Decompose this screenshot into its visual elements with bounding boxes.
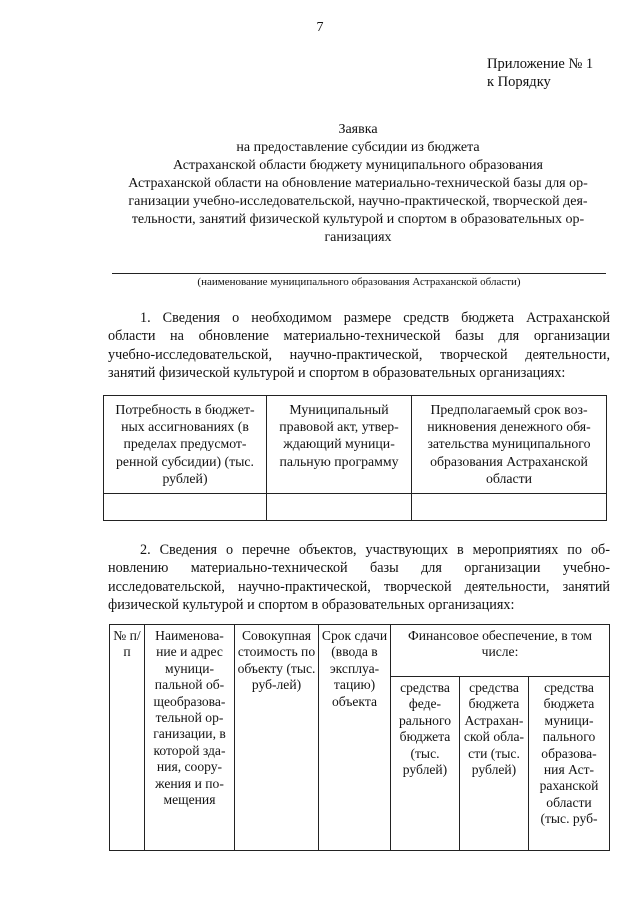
title-line: Астраханской области бюджету муниципального образования bbox=[173, 158, 543, 173]
section-1-line: 1. Сведения о необходимом размере средств бюджета Астраханской bbox=[140, 310, 610, 326]
title-line: ганизациях bbox=[324, 230, 392, 245]
header-commissioning-term: Срок сдачи (ввода в эксплуа-тацию) объекта bbox=[319, 625, 391, 851]
header-regional-budget: средства бюджета Астрахан-ской обла-сти (тыс. рублей) bbox=[460, 677, 529, 851]
objects-table bbox=[109, 624, 610, 851]
section-2-line: физической культурой и спортом в образовательных организациях: bbox=[108, 596, 515, 613]
municipality-caption: (наименование муниципального образования Астраханской области) bbox=[197, 276, 521, 288]
header-legal-act: Муниципальный правовой акт, утвер-ждающий муници-пальную программу bbox=[267, 396, 412, 494]
appendix-reference bbox=[487, 55, 593, 91]
section-1-line: учебно-исследовательской, научно-практической, творческой деятельности, bbox=[108, 346, 610, 363]
section-2-line: новлению материально-технической базы для организации учебно- bbox=[108, 560, 610, 577]
section-2-line: исследовательской, научно-практической, творческой деятельности, занятий bbox=[108, 578, 610, 595]
title-line: на предоставление субсидии из бюджета bbox=[236, 140, 480, 155]
title-heading: Заявка bbox=[338, 122, 378, 137]
header-total-cost: Совокупная стоимость по объекту (тыс. руб-лей) bbox=[235, 625, 319, 851]
municipality-fill-line bbox=[112, 273, 606, 274]
table-row bbox=[104, 494, 607, 521]
document-title bbox=[108, 121, 608, 247]
title-line: ганизации учебно-исследовательской, научно-практической, творческой дея- bbox=[128, 194, 588, 209]
title-line: тельности, занятий физической культурой и спортом в образовательных ор- bbox=[131, 212, 585, 227]
header-row-number: № п/п bbox=[110, 625, 145, 851]
table-header-row bbox=[104, 396, 607, 494]
empty-cell bbox=[412, 494, 607, 521]
empty-cell bbox=[267, 494, 412, 521]
empty-cell bbox=[104, 494, 267, 521]
header-budget-need: Потребность в бюджет-ных ассигнованиях (в пределах предусмот-ренной субсидии) (тыс. рублей) bbox=[104, 396, 267, 494]
budget-needs-table bbox=[103, 395, 607, 521]
title-line: Астраханской области на обновление материально-технической базы для ор- bbox=[128, 176, 588, 191]
page-number: 7 bbox=[316, 20, 324, 35]
table-header-row bbox=[110, 625, 610, 677]
appendix-line-1: Приложение № 1 bbox=[487, 56, 594, 72]
header-municipal-budget: средства бюджета муници-пального образова-ния Аст-раханской области (тыс. руб- bbox=[529, 677, 610, 851]
header-organization: Наименова-ние и адрес муници-пальной об-щеобразова-тельной ор-ганизации, в которой зда-ния, соору-жения и по-мещения bbox=[145, 625, 235, 851]
section-1-text bbox=[108, 309, 610, 382]
section-2-text bbox=[108, 541, 610, 614]
section-2-line: 2. Сведения о перечне объектов, участвующих в мероприятиях по об- bbox=[140, 542, 610, 558]
header-obligation-term: Предполагаемый срок воз-никновения денежного обя-зательства муниципального образования Астраханской области bbox=[412, 396, 607, 494]
appendix-line-2: к Порядку bbox=[487, 74, 551, 90]
header-financing: Финансовое обеспечение, в том числе: bbox=[391, 625, 610, 677]
section-1-line: занятий физической культурой и спортом в образовательных организациях: bbox=[108, 364, 566, 381]
section-1-line: области на обновление материально-технической базы для организации bbox=[108, 328, 610, 345]
header-federal-budget: средства феде-рального бюджета (тыс. рублей) bbox=[391, 677, 460, 851]
